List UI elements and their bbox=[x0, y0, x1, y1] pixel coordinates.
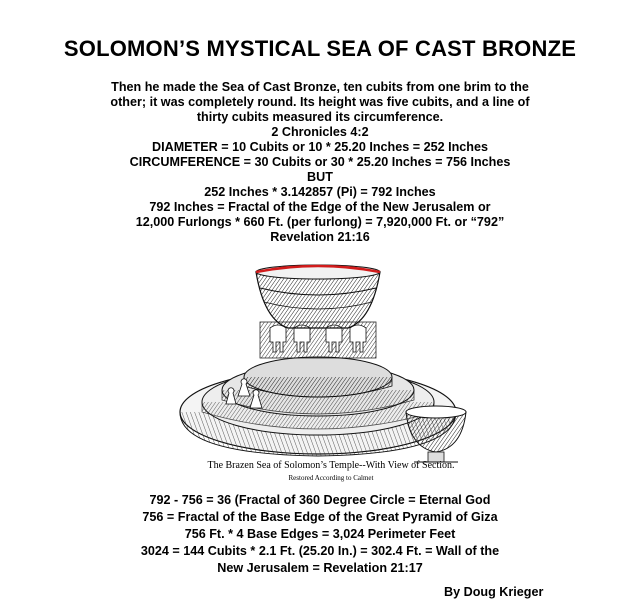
conclusion-line: 3024 = 144 Cubits * 2.1 Ft. (25.20 In.) = 302.4 Ft. = Wall of the bbox=[140, 544, 500, 558]
illustration-caption: The Brazen Sea of Solomon’s Temple--With View of Section. bbox=[207, 460, 455, 471]
conclusion-text-block bbox=[0, 492, 640, 577]
conclusion-line: 792 - 756 = 36 (Fractal of 360 Degree Circle = Eternal God bbox=[149, 493, 491, 507]
intro-line: thirty cubits measured its circumference. bbox=[196, 110, 444, 124]
conclusion-line: 756 = Fractal of the Base Edge of the Great Pyramid of Giza bbox=[142, 510, 498, 524]
bronze-basin bbox=[256, 265, 380, 328]
page-title: SOLOMON’S MYSTICAL SEA OF CAST BRONZE bbox=[63, 36, 577, 61]
furlong-line: 12,000 Furlongs * 660 Ft. (per furlong) = 7,920,000 Ft. or “792” bbox=[135, 215, 505, 229]
brazen-sea-illustration bbox=[178, 262, 478, 487]
revelation-reference: Revelation 21:16 bbox=[270, 230, 370, 244]
section-view-cup bbox=[406, 406, 466, 462]
intro-line: Then he made the Sea of Cast Bronze, ten cubits from one brim to the bbox=[111, 80, 529, 94]
diameter-line: DIAMETER = 10 Cubits or 10 * 25.20 Inches = 252 Inches bbox=[152, 140, 488, 154]
stepped-platform bbox=[180, 357, 456, 456]
intro-line: other; it was completely round. Its height was five cubits, and a line of bbox=[110, 95, 530, 109]
conclusion-line: 756 Ft. * 4 Base Edges = 3,024 Perimeter Feet bbox=[184, 527, 456, 541]
circumference-line: CIRCUMFERENCE = 30 Cubits or 30 * 25.20 Inches = 756 Inches bbox=[129, 155, 511, 169]
fractal-line: 792 Inches = Fractal of the Edge of the New Jerusalem or bbox=[149, 200, 491, 214]
but-line: BUT bbox=[307, 170, 333, 184]
scripture-reference: 2 Chronicles 4:2 bbox=[271, 125, 369, 139]
conclusion-line: New Jerusalem = Revelation 21:17 bbox=[217, 561, 423, 575]
illustration-subcaption: Restored According to Calmet bbox=[288, 474, 374, 482]
author-credit: By Doug Krieger bbox=[444, 585, 544, 599]
intro-text-block bbox=[0, 80, 640, 245]
pi-line: 252 Inches * 3.142857 (Pi) = 792 Inches bbox=[204, 185, 436, 199]
